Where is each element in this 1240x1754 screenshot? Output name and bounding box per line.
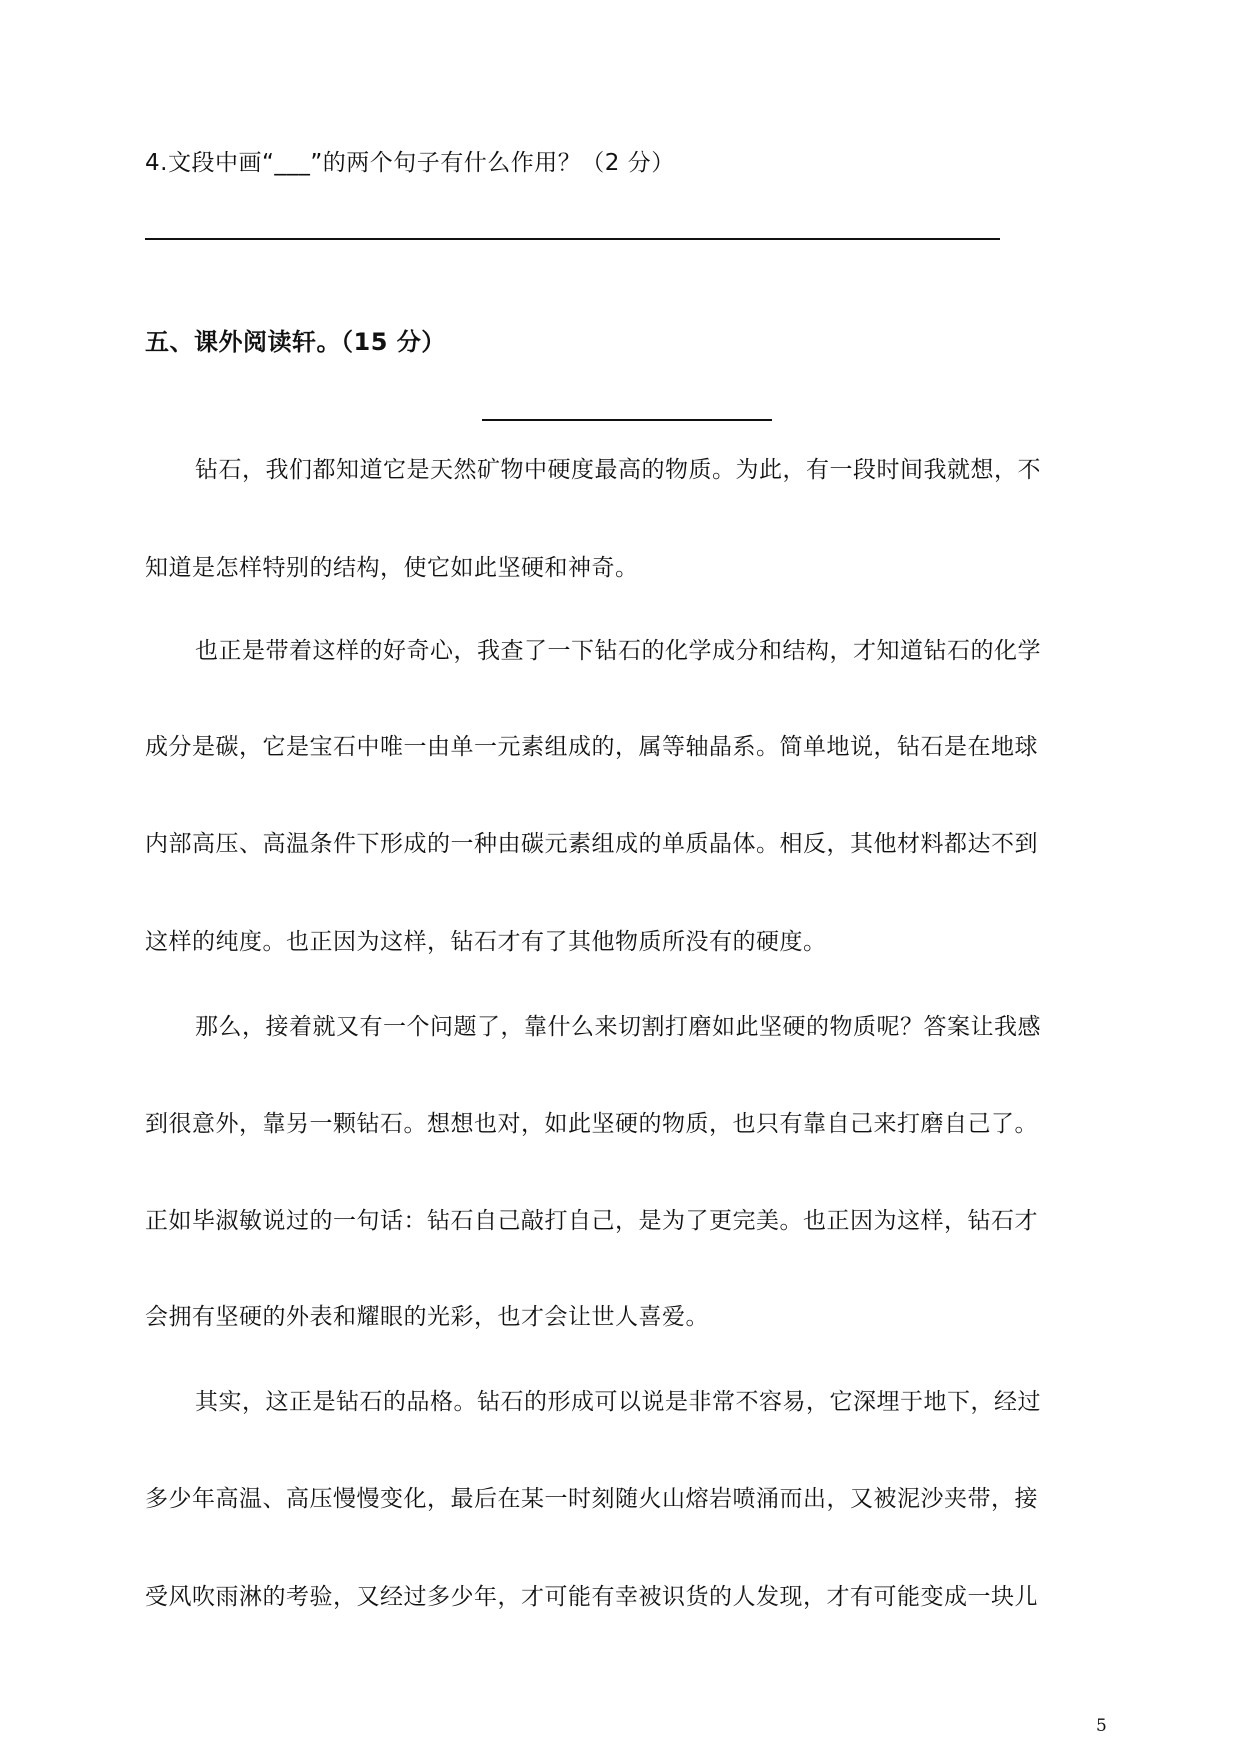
paragraph-3-line-2: 到很意外，靠另一颗钻石。想想也对，如此坚硬的物质，也只有靠自己来打磨自己了。 (145, 1111, 1038, 1137)
title-blank-line (482, 419, 772, 421)
paragraph-4-line-3: 受风吹雨淋的考验，又经过多少年，才可能有幸被识货的人发现，才有可能变成一块儿 (145, 1584, 1038, 1610)
paragraph-3-line-3: 正如毕淑敏说过的一句话：钻石自己敲打自己，是为了更完美。也正因为这样，钻石才 (145, 1208, 1038, 1234)
paragraph-2-line-1: 也正是带着这样的好奇心，我查了一下钻石的化学成分和结构，才知道钻石的化学 (195, 638, 1041, 664)
answer-line (145, 238, 1000, 240)
section-heading: 五、课外阅读轩。（15 分） (145, 328, 446, 356)
page-number: 5 (1096, 1716, 1107, 1736)
paragraph-4-line-1: 其实，这正是钻石的品格。钻石的形成可以说是非常不容易，它深埋于地下，经过 (195, 1389, 1041, 1415)
paragraph-3-line-4: 会拥有坚硬的外表和耀眼的光彩，也才会让世人喜爱。 (145, 1304, 709, 1330)
paragraph-1-line-1: 钻石，我们都知道它是天然矿物中硬度最高的物质。为此，有一段时间我就想，不 (195, 457, 1041, 483)
paragraph-2-line-2: 成分是碳，它是宝石中唯一由单一元素组成的，属等轴晶系。简单地说，钻石是在地球 (145, 734, 1038, 760)
paragraph-3-line-1: 那么，接着就又有一个问题了，靠什么来切割打磨如此坚硬的物质呢？答案让我感 (195, 1014, 1041, 1040)
paragraph-4-line-2: 多少年高温、高压慢慢变化，最后在某一时刻随火山熔岩喷涌而出，又被泥沙夹带，接 (145, 1486, 1038, 1512)
paragraph-1-line-2: 知道是怎样特别的结构，使它如此坚硬和神奇。 (145, 555, 639, 581)
paragraph-2-line-3: 内部高压、高温条件下形成的一种由碳元素组成的单质晶体。相反，其他材料都达不到 (145, 831, 1038, 857)
paragraph-2-line-4: 这样的纯度。也正因为这样，钻石才有了其他物质所没有的硬度。 (145, 929, 827, 955)
question-4: 4.文段中画“___”的两个句子有什么作用？（2 分） (145, 150, 675, 176)
